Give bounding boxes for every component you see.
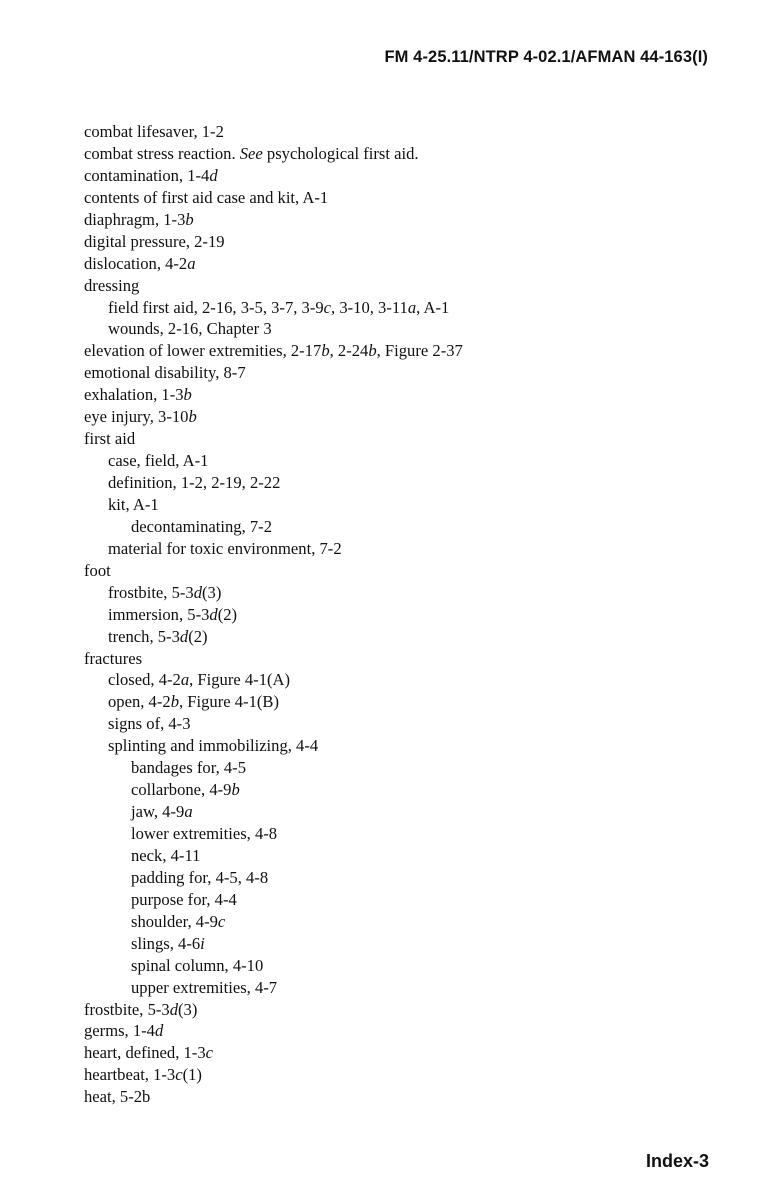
index-entry-text: neck, 4-11 xyxy=(131,845,201,865)
index-entry-text: digital pressure, 2-19 xyxy=(84,231,225,251)
index-entry-text: first aid xyxy=(84,429,136,449)
index-entry-text: fractures xyxy=(84,648,143,668)
index-list xyxy=(84,121,724,1108)
index-entry-text: bandages for, 4-5 xyxy=(131,758,246,778)
index-subentry xyxy=(84,297,724,319)
index-entry-text: a xyxy=(180,670,190,690)
index-entry-text: emotional disability, 8-7 xyxy=(84,363,246,383)
index-subentry xyxy=(84,955,724,977)
index-entry-text: b xyxy=(368,341,377,361)
index-subentry xyxy=(84,823,724,845)
index-entry xyxy=(84,231,724,253)
index-entry-text: (2) xyxy=(188,626,208,646)
index-entry-text: contamination, 1-4 xyxy=(84,165,210,185)
index-entry-text: (2) xyxy=(217,604,238,624)
page-header: FM 4-25.11/NTRP 4-02.1/AFMAN 44-163(I) xyxy=(384,48,708,66)
index-entry-text: eye injury, 3-10 xyxy=(84,407,189,427)
index-entry-text: dislocation, 4-2 xyxy=(84,253,188,273)
index-subentry xyxy=(84,911,724,933)
index-entry-text: c xyxy=(205,1043,214,1063)
index-entry-text: , 3-10, 3-11 xyxy=(331,297,408,317)
index-entry-text: immersion, 5-3 xyxy=(108,604,210,624)
index-subentry xyxy=(84,801,724,823)
index-entry xyxy=(84,275,724,297)
index-entry xyxy=(84,362,724,384)
index-entry-text: definition, 1-2, 2-19, 2-22 xyxy=(108,473,281,492)
index-entry xyxy=(84,406,724,428)
index-entry-text: See xyxy=(239,143,263,163)
index-entry-text: b xyxy=(231,780,240,800)
index-subentry xyxy=(84,604,724,626)
index-entry-text: b xyxy=(183,385,192,405)
index-entry-text: decontaminating, 7-2 xyxy=(131,516,273,536)
index-subentry xyxy=(84,757,724,779)
index-subentry xyxy=(84,779,724,801)
index-entry xyxy=(84,1086,724,1108)
index-entry-text: wounds, 2-16, Chapter 3 xyxy=(108,319,272,339)
index-subentry xyxy=(84,933,724,955)
index-entry-text: material for toxic environment, 7-2 xyxy=(108,538,342,558)
index-entry-text: d xyxy=(169,999,179,1019)
index-subentry xyxy=(84,626,724,648)
index-entry xyxy=(84,428,724,450)
index-entry-text: , 2-24 xyxy=(329,341,369,361)
index-entry-text: spinal column, 4-10 xyxy=(131,955,264,975)
index-entry-text: shoulder, 4-9 xyxy=(131,911,218,931)
index-entry-text: elevation of lower extremities, 2-17 xyxy=(84,341,322,361)
index-entry-text: b xyxy=(321,341,330,361)
index-subentry xyxy=(84,450,724,472)
index-entry xyxy=(84,1020,724,1042)
index-entry xyxy=(84,121,724,143)
index-entry-text: b xyxy=(170,692,179,712)
index-subentry xyxy=(84,713,724,735)
index-entry-text: frostbite, 5-3 xyxy=(108,582,194,602)
index-entry-text: (3) xyxy=(178,999,198,1019)
index-entry-text: c xyxy=(217,911,226,931)
index-entry-text: closed, 4-2 xyxy=(108,670,181,690)
index-entry-text: b xyxy=(185,209,194,229)
index-entry xyxy=(84,187,724,209)
index-subentry xyxy=(84,318,724,340)
index-entry-text: trench, 5-3 xyxy=(108,626,180,646)
index-entry-text: heat, 5-2b xyxy=(84,1087,151,1107)
index-entry-text: d xyxy=(193,582,203,602)
index-entry xyxy=(84,560,724,582)
index-entry-text: germs, 1-4 xyxy=(84,1021,155,1041)
index-entry-text: a xyxy=(184,802,193,822)
index-entry-text: foot xyxy=(84,560,111,580)
index-entry xyxy=(84,143,724,165)
index-entry-text: dressing xyxy=(84,275,140,295)
index-entry-text: combat lifesaver, 1-2 xyxy=(84,122,224,141)
index-entry-text: collarbone, 4-9 xyxy=(131,780,232,800)
index-entry xyxy=(84,253,724,275)
index-subentry xyxy=(84,516,724,538)
index-entry-text: padding for, 4-5, 4-8 xyxy=(131,867,269,887)
index-subentry xyxy=(84,472,724,494)
index-entry-text: , A-1 xyxy=(416,297,450,317)
index-entry xyxy=(84,648,724,670)
index-entry-text: kit, A-1 xyxy=(108,494,159,514)
index-entry-text: upper extremities, 4-7 xyxy=(131,977,278,997)
index-subentry xyxy=(84,538,724,560)
index-subentry xyxy=(84,691,724,713)
index-subentry xyxy=(84,977,724,999)
index-entry-text: splinting and immobilizing, 4-4 xyxy=(108,736,319,756)
index-entry-text: purpose for, 4-4 xyxy=(131,889,237,909)
index-entry-text: combat stress reaction. xyxy=(84,143,240,163)
index-entry-text: lower extremities, 4-8 xyxy=(131,824,278,843)
index-entry-text: (3) xyxy=(202,582,222,602)
index-entry-text: open, 4-2 xyxy=(108,692,171,712)
index-entry-text: (1) xyxy=(182,1065,202,1085)
index-entry-text: heart, defined, 1-3 xyxy=(84,1043,206,1063)
index-entry-text: c xyxy=(323,297,332,317)
index-entry xyxy=(84,165,724,187)
index-entry-text: frostbite, 5-3 xyxy=(84,999,170,1019)
index-entry-text: signs of, 4-3 xyxy=(108,714,191,734)
index-entry-text: , Figure 2-37 xyxy=(376,341,463,361)
index-entry-text: c xyxy=(175,1065,183,1085)
index-entry-text: d xyxy=(209,165,218,185)
index-entry-text: d xyxy=(154,1021,164,1041)
index-subentry xyxy=(84,669,724,691)
index-entry xyxy=(84,999,724,1021)
index-subentry xyxy=(84,889,724,911)
index-entry-text: diaphragm, 1-3 xyxy=(84,209,186,229)
index-entry-text: i xyxy=(200,933,205,953)
index-entry-text: d xyxy=(179,626,189,646)
index-entry-text: heartbeat, 1-3 xyxy=(84,1065,176,1085)
index-entry-text: slings, 4-6 xyxy=(131,933,201,953)
index-subentry xyxy=(84,845,724,867)
index-entry xyxy=(84,1042,724,1064)
index-subentry xyxy=(84,582,724,604)
index-entry xyxy=(84,384,724,406)
index-entry-text: a xyxy=(407,297,417,317)
index-entry-text: exhalation, 1-3 xyxy=(84,385,184,405)
index-entry-text: case, field, A-1 xyxy=(108,451,209,471)
index-entry xyxy=(84,209,724,231)
index-entry-text: , Figure 4-1(A) xyxy=(189,670,291,690)
page-number: Index-3 xyxy=(645,1151,709,1171)
index-entry-text: d xyxy=(209,604,218,624)
index-entry xyxy=(84,1064,724,1086)
index-entry-text: contents of first aid case and kit, A-1 xyxy=(84,187,329,207)
index-entry-text: field first aid, 2-16, 3-5, 3-7, 3-9 xyxy=(108,297,324,317)
index-entry-text: b xyxy=(188,407,197,427)
index-entry-text: jaw, 4-9 xyxy=(131,802,185,822)
index-entry-text: psychological first aid. xyxy=(262,143,419,163)
index-entry-text: a xyxy=(187,253,196,273)
index-subentry xyxy=(84,867,724,889)
index-subentry xyxy=(84,735,724,757)
index-subentry xyxy=(84,494,724,516)
index-entry xyxy=(84,340,724,362)
index-entry-text: , Figure 4-1(B) xyxy=(178,692,279,712)
